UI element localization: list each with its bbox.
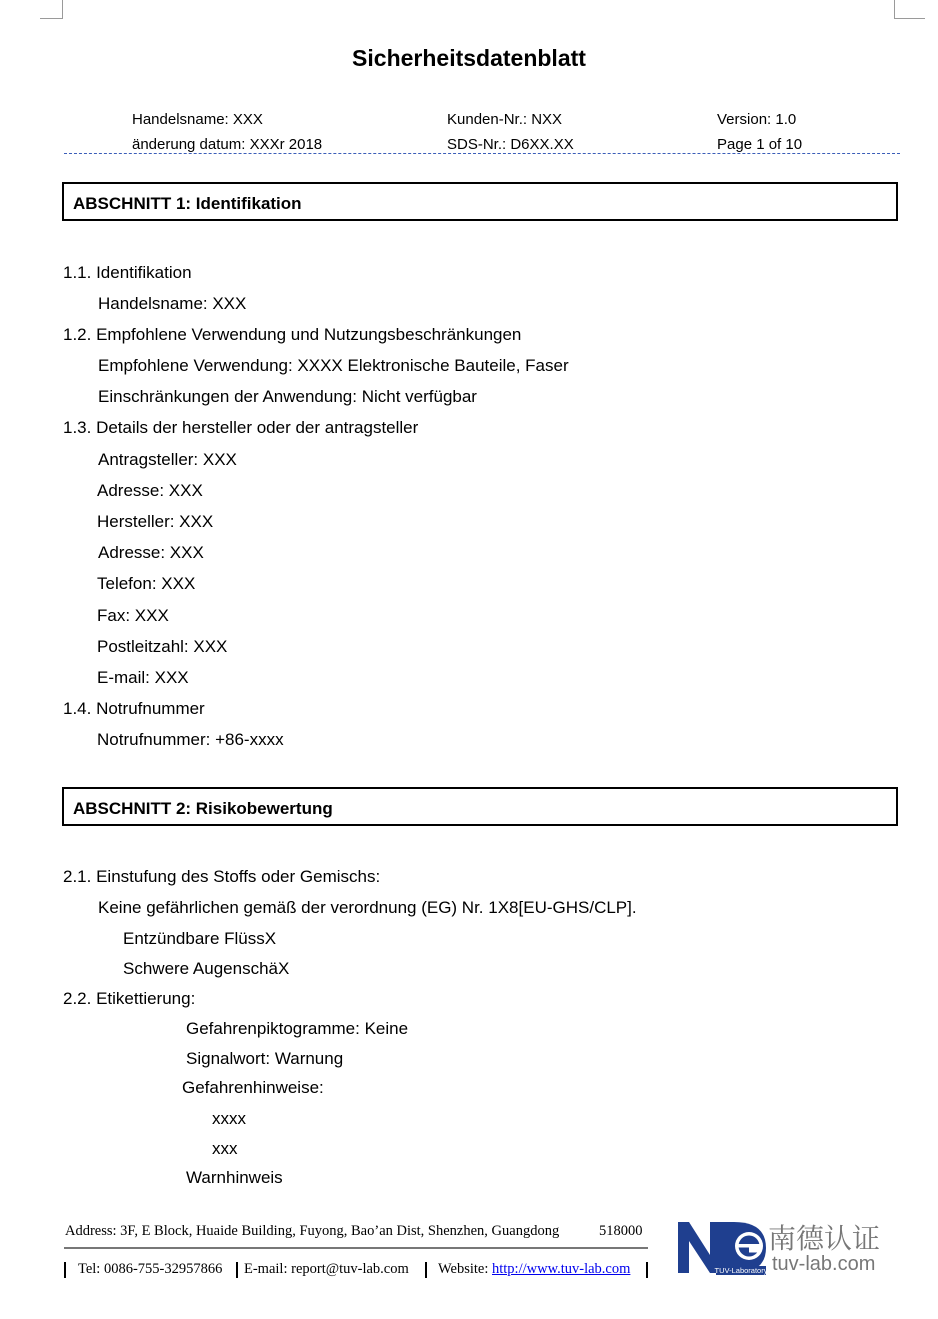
section-2-heading: ABSCHNITT 2: Risikobewertung xyxy=(73,799,333,818)
s1-line: 1.4. Notrufnummer xyxy=(63,699,205,718)
s1-line: Hersteller: XXX xyxy=(97,512,214,531)
s2-line: Warnhinweis xyxy=(186,1168,283,1187)
crop-mark-top-right xyxy=(894,0,925,19)
s2-line: Schwere AugenschäX xyxy=(123,959,290,978)
section-1-heading: ABSCHNITT 1: Identifikation xyxy=(73,194,302,213)
s1-line: 1.2. Empfohlene Verwendung und Nutzungsbeschränkungen xyxy=(63,325,522,344)
footer-separator xyxy=(64,1262,66,1278)
footer-address: Address: 3F, E Block, Huaide Building, Fuyong, Bao’an Dist, Shenzhen, Guangdong xyxy=(65,1223,560,1239)
s1-line: 1.3. Details der hersteller oder der antragsteller xyxy=(63,418,419,437)
logo-subtitle: TUV-Laboratory xyxy=(714,1266,768,1275)
s1-line: Telefon: XXX xyxy=(97,574,196,593)
s1-line: Adresse: XXX xyxy=(98,543,204,562)
footer-divider xyxy=(64,1247,648,1249)
s1-line: Fax: XXX xyxy=(97,606,169,625)
s1-line: 1.1. Identifikation xyxy=(63,263,192,282)
logo-domain: tuv-lab.com xyxy=(772,1253,876,1275)
s2-line: 2.1. Einstufung des Stoffs oder Gemischs: xyxy=(63,867,381,886)
footer-email: E-mail: report@tuv-lab.com xyxy=(244,1261,409,1277)
logo-chinese-name: 南德认证 xyxy=(768,1222,881,1255)
footer-separator xyxy=(236,1262,238,1278)
footer-separator xyxy=(646,1262,648,1278)
footer-postcode: 518000 xyxy=(599,1223,643,1239)
footer-separator xyxy=(425,1262,427,1278)
s2-line: 2.2. Etikettierung: xyxy=(63,989,196,1008)
header-trade-name: Handelsname: XXX xyxy=(132,111,263,128)
footer-website xyxy=(438,1261,630,1278)
section-2-heading-box xyxy=(62,787,898,826)
s1-line: Postleitzahl: XXX xyxy=(97,637,228,656)
s1-line: Notrufnummer: +86-xxxx xyxy=(97,730,284,749)
footer-tel: Tel: 0086-755-32957866 xyxy=(78,1261,223,1277)
header-sds-no: SDS-Nr.: D6XX.XX xyxy=(447,136,574,153)
footer-website-label: Website: xyxy=(438,1261,492,1277)
website-link[interactable]: http://www.tuv-lab.com xyxy=(492,1261,631,1277)
s2-line: xxx xyxy=(212,1139,238,1158)
s1-line: Handelsname: XXX xyxy=(98,294,247,313)
s1-line: Antragsteller: XXX xyxy=(98,450,237,469)
s2-line: Signalwort: Warnung xyxy=(186,1049,344,1068)
header-customer-no: Kunden-Nr.: NXX xyxy=(447,111,563,128)
s2-line: Gefahrenhinweise: xyxy=(182,1078,324,1097)
document-title: Sicherheitsdatenblatt xyxy=(352,45,586,71)
nde-logo-icon xyxy=(678,1222,768,1275)
crop-mark-top-left xyxy=(40,0,63,19)
s1-line: E-mail: XXX xyxy=(97,668,189,687)
header-change-date: änderung datum: XXXr 2018 xyxy=(132,136,323,153)
s2-line: Entzündbare FlüssX xyxy=(123,929,277,948)
s2-line: Keine gefährlichen gemäß der verordnung (EG) Nr. 1X8[EU-GHS/CLP]. xyxy=(98,898,637,917)
s1-line: Empfohlene Verwendung: XXXX Elektronische Bauteile, Faser xyxy=(98,356,569,375)
s2-line: Gefahrenpiktogramme: Keine xyxy=(186,1019,409,1038)
s2-line: xxxx xyxy=(212,1109,246,1128)
header-divider xyxy=(64,153,900,154)
s1-line: Adresse: XXX xyxy=(97,481,203,500)
section-1-heading-box xyxy=(62,182,898,221)
header-version: Version: 1.0 xyxy=(717,111,797,128)
company-logo xyxy=(676,1218,888,1276)
s1-line: Einschränkungen der Anwendung: Nicht verfügbar xyxy=(98,387,477,406)
header-page: Page 1 of 10 xyxy=(717,136,803,153)
